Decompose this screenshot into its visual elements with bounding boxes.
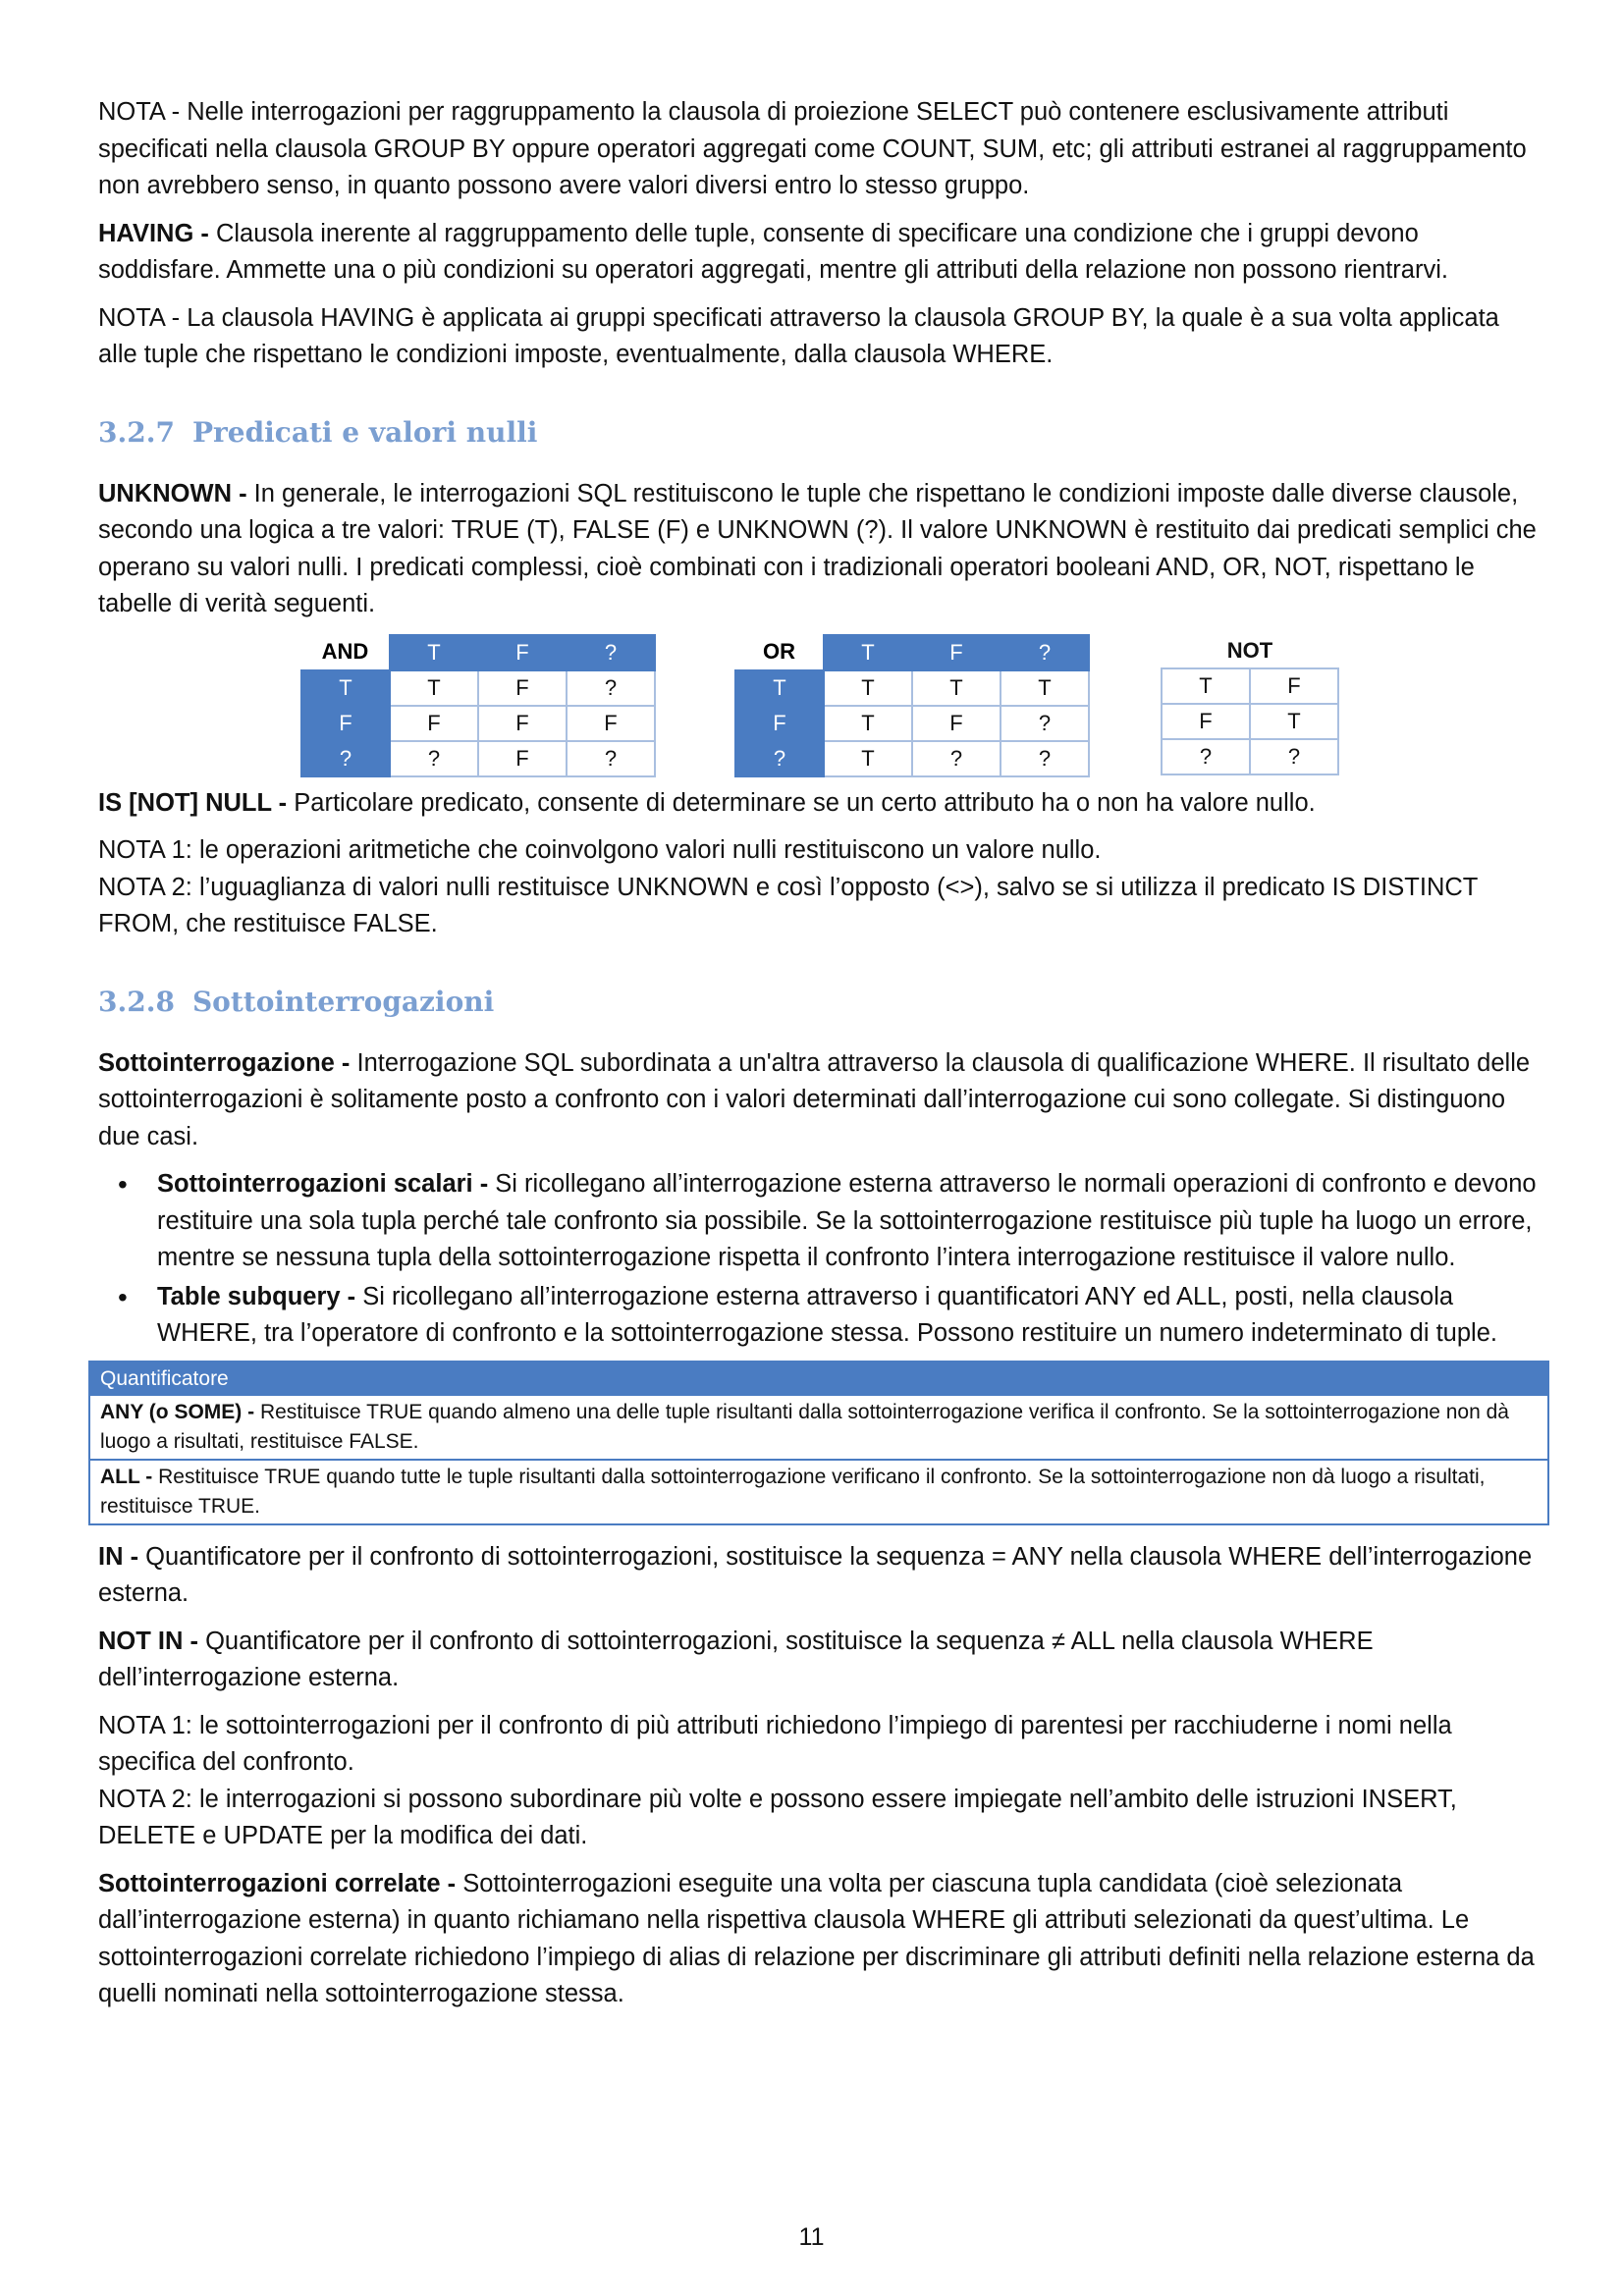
nota-having: NOTA - La clausola HAVING è applicata ai gruppi specificati attraverso la clausola GROUP BY, la quale è a sua volta applicata alle tuple che rispettano le condizioni imposte, eventualmente, dalla clausola WHERE. (98, 303, 1499, 368)
cell: F (478, 741, 567, 776)
cell: ? (1162, 739, 1250, 774)
bullet-text: Si ricollegano all’interrogazione esterna attraverso i quantificatori ANY ed ALL, posti, nella clausola WHERE, tra l’operatore di confronto e la sottointerrogazione stessa. Possono restituire un numero indeterminato di tuple. (157, 1282, 1497, 1347)
in-definition (98, 1539, 1540, 1613)
col-header: T (390, 635, 478, 670)
cell: F (1162, 704, 1250, 739)
col-header: T (824, 635, 912, 670)
nota-null-group (98, 832, 1540, 943)
cell: F (567, 706, 655, 741)
having-definition (98, 216, 1540, 290)
correlate-definition (98, 1866, 1540, 2013)
unknown-term: UNKNOWN - (98, 479, 247, 507)
quantifier-table (88, 1361, 1549, 1525)
or-truth-table (734, 634, 1090, 777)
cell: T (390, 670, 478, 706)
sottointerrogazione-term: Sottointerrogazione - (98, 1048, 351, 1077)
nota-grouping: NOTA - Nelle interrogazioni per raggruppamento la clausola di proiezione SELECT può contenere esclusivamente attributi specificati nella clausola GROUP BY oppure operatori aggregati come COUNT, SUM, etc; gli attributi estranei al raggruppamento non avrebbero senso, in quanto possono avere valori diversi entro lo stesso gruppo. (98, 98, 1527, 199)
cell: ? (567, 670, 655, 706)
nota2-subquery: NOTA 2: le interrogazioni si possono subordinare più volte e possono essere impiegate nell’ambito delle istruzioni INSERT, DELETE e UPDATE per la modifica dei dati. (98, 1785, 1457, 1849)
cell: F (478, 670, 567, 706)
cell: F (390, 706, 478, 741)
section-title: Predicati e valori nulli (191, 415, 538, 449)
notin-term: NOT IN - (98, 1627, 198, 1655)
and-label: AND (301, 635, 390, 670)
cell: T (1250, 704, 1338, 739)
and-truth-table (300, 634, 656, 777)
section-number: 3.2.8 (98, 985, 175, 1018)
or-label: OR (735, 635, 824, 670)
row-header: ? (735, 741, 824, 776)
cell: T (824, 670, 912, 706)
having-term: HAVING - (98, 219, 209, 247)
section-number: 3.2.7 (98, 415, 175, 449)
table-row (90, 1396, 1547, 1459)
sottointerrogazione-definition (98, 1045, 1540, 1156)
col-header: ? (1001, 635, 1089, 670)
page-number: 11 (798, 2223, 825, 2251)
isnull-term: IS [NOT] NULL - (98, 788, 288, 817)
cell: T (824, 706, 912, 741)
table-row (90, 1459, 1547, 1523)
notin-text: Quantificatore per il confronto di sottointerrogazioni, sostituisce la sequenza ≠ ALL nella clausola WHERE dell’interrogazione esterna. (98, 1627, 1374, 1691)
nota2-null: NOTA 2: l’uguaglianza di valori nulli restituisce UNKNOWN e così l’opposto (<>), salvo se si utilizza il predicato IS DISTINCT FROM, che restituisce FALSE. (98, 873, 1478, 937)
isnull-text: Particolare predicato, consente di determinare se un certo attributo ha o non ha valore nullo. (287, 788, 1316, 817)
bullet-term: Sottointerrogazioni scalari - (157, 1170, 489, 1198)
cell: F (1250, 668, 1338, 704)
truth-tables (98, 634, 1540, 775)
isnull-definition (98, 785, 1540, 823)
cell: T (824, 741, 912, 776)
cell: ? (390, 741, 478, 776)
col-header: F (912, 635, 1001, 670)
section-heading-predicati (98, 415, 1540, 451)
having-text: Clausola inerente al raggruppamento delle tuple, consente di specificare una condizione che i gruppi devono soddisfare. Ammette una o più condizioni su operatori aggregati, mentre gli attributi della relazione non possono rientrarvi. (98, 219, 1448, 284)
quantifier-text: Restituisce TRUE quando tutte le tuple risultanti dalla sottointerrogazione verificano il confronto. Se la sottointerrogazione non dà luogo a risultati, restituisce TRUE. (100, 1465, 1486, 1518)
cell: T (912, 670, 1001, 706)
correlate-text: Sottointerrogazioni eseguite una volta per ciascuna tupla candidata (cioè selezionata dall’interrogazione esterna) in quanto richiamano nella rispettiva clausola WHERE gli attributi selezionati da quest’ultima. Le sottointerrogazioni correlate richiedono l’impiego di alias di relazione per discriminare gli attributi definiti nella relazione esterna da quelli nominati nella sottointerrogazione stessa. (98, 1869, 1535, 2007)
nota1-null: NOTA 1: le operazioni aritmetiche che coinvolgono valori nulli restituiscono un valore nullo. (98, 836, 1102, 864)
list-item (157, 1166, 1540, 1277)
sottointerrogazione-text: Interrogazione SQL subordinata a un'altra attraverso la clausola di qualificazione WHERE. Il risultato delle sottointerrogazioni è solitamente posto a confronto con i valori determinati dall’interrogazione cui sono collegate. Si distinguono due casi. (98, 1048, 1531, 1150)
cell: ? (912, 741, 1001, 776)
quantifier-table-header: Quantificatore (90, 1362, 1547, 1396)
col-header: ? (567, 635, 655, 670)
correlate-term: Sottointerrogazioni correlate - (98, 1869, 457, 1897)
in-term: IN - (98, 1542, 139, 1571)
nota1-subquery: NOTA 1: le sottointerrogazioni per il confronto di più attributi richiedono l’impiego di parentesi per racchiuderne i nomi nella specifica del confronto. (98, 1711, 1452, 1776)
nota-subquery-group (98, 1708, 1540, 1855)
quantifier-term: ANY (o SOME) - (100, 1400, 255, 1423)
bullet-text: Si ricollegano all’interrogazione esterna attraverso le normali operazioni di confronto e devono restituire una sola tupla perché tale confronto sia possibile. Se la sottointerrogazione restituisce più tuple ha luogo un errore, mentre se nessuna tupla della sottointerrogazione rispetta il confronto l’intera interrogazione restituisce il valore nullo. (157, 1170, 1537, 1271)
row-header: F (735, 706, 824, 741)
cell: ? (1001, 706, 1089, 741)
subquery-types-list (98, 1166, 1540, 1353)
row-header: T (301, 670, 390, 706)
section-title: Sottointerrogazioni (191, 985, 495, 1018)
row-header: F (301, 706, 390, 741)
cell: ? (567, 741, 655, 776)
cell: T (1001, 670, 1089, 706)
cell: F (912, 706, 1001, 741)
unknown-definition (98, 476, 1540, 623)
document-page (98, 94, 1540, 2024)
list-item (157, 1279, 1540, 1353)
not-truth-table (1161, 634, 1339, 775)
bullet-term: Table subquery - (157, 1282, 356, 1310)
cell: ? (1250, 739, 1338, 774)
row-header: ? (301, 741, 390, 776)
not-label: NOT (1226, 637, 1273, 663)
quantifier-term: ALL - (100, 1465, 153, 1488)
cell: F (478, 706, 567, 741)
cell: ? (1001, 741, 1089, 776)
notin-definition (98, 1624, 1540, 1697)
in-text: Quantificatore per il confronto di sottointerrogazioni, sostituisce la sequenza = ANY nella clausola WHERE dell’interrogazione esterna. (98, 1542, 1533, 1607)
section-heading-sottointerrogazioni (98, 985, 1540, 1020)
row-header: T (735, 670, 824, 706)
cell: T (1162, 668, 1250, 704)
unknown-text: In generale, le interrogazioni SQL restituiscono le tuple che rispettano le condizioni imposte dalle diverse clausole, secondo una logica a tre valori: TRUE (T), FALSE (F) e UNKNOWN (?). Il valore UNKNOWN è restituito dai predicati semplici che operano su valori nulli. I predicati complessi, cioè combinati con i tradizionali operatori booleani AND, OR, NOT, rispettano le tabelle di verità seguenti. (98, 479, 1537, 617)
col-header: F (478, 635, 567, 670)
quantifier-text: Restituisce TRUE quando almeno una delle tuple risultanti dalla sottointerrogazione verifica il confronto. Se la sottointerrogazione non dà luogo a risultati, restituisce FALSE. (100, 1400, 1509, 1453)
